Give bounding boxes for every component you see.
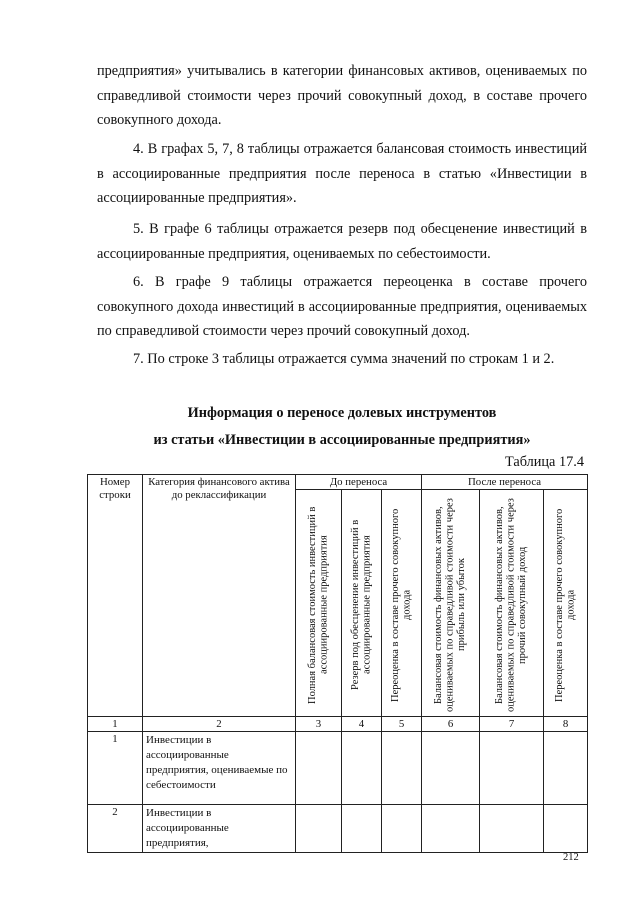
header-col-6 [422,490,480,717]
table-cell [544,732,588,805]
table-cell [382,732,422,805]
paragraph-continuation: предприятия» учитывались в категории финансовых активов, оцениваемых по справедливой стоимости через прочий совокупный доход, в составе прочего совокупного дохода. [97,63,587,128]
section-heading-line-1: Информация о переносе долевых инструментов [187,405,497,421]
table-row [88,732,588,805]
page-number: 212 [563,852,579,863]
column-index-row [88,717,588,732]
header-col-4-text: Резерв под обесценение инвестиций в ассоциированные предприятия [350,519,373,691]
header-category: Категория финансового актива до реклассификации [143,475,296,717]
table-cell [296,732,342,805]
header-col-7-text: Балансовая стоимость финансовых активов, оцениваемых по справедливой стоимости через прочий совокупный доход [494,498,529,712]
table-cell [382,805,422,853]
header-col-7 [480,490,544,717]
column-index: 2 [143,717,296,732]
table-cell [480,732,544,805]
row-number: 2 [88,805,143,853]
section-heading-line-2: из статьи «Инвестиции в ассоциированные предприятия» [153,432,531,448]
transfer-table [87,474,588,853]
header-col-5 [382,490,422,717]
header-row-number: Номер строки [88,475,143,717]
column-index: 1 [88,717,143,732]
paragraph-item-7: 7. По строке 3 таблицы отражается сумма значений по строкам 1 и 2. [133,351,555,367]
header-col-3-text: Полная балансовая стоимость инвестиций в ассоциированные предприятия [307,506,330,704]
column-index: 3 [296,717,342,732]
header-col-6-text: Балансовая стоимость финансовых активов, оцениваемых по справедливой стоимости через прибыль или убыток [433,498,468,712]
table-cell [480,805,544,853]
table-cell [422,732,480,805]
header-col-8 [544,490,588,717]
header-col-5-text: Переоценка в составе прочего совокупного дохода [390,508,413,702]
table-cell [342,732,382,805]
header-col-4 [342,490,382,717]
table-row [88,805,588,853]
column-index: 5 [382,717,422,732]
header-col-8-text: Переоценка в составе прочего совокупного дохода [554,508,577,702]
header-col-3 [296,490,342,717]
column-index: 4 [342,717,382,732]
header-group-after: После переноса [422,475,588,490]
table-header-row-1 [88,475,588,490]
row-category: Инвестиции в ассоциированные предприятия, [143,805,296,853]
paragraph-item-6: 6. В графе 9 таблицы отражается переоценка в составе прочего совокупного дохода инвестиций в ассоциированные предприятия, оцениваемых по справедливой стоимости через прочий совокупный доход. [97,274,587,339]
table-caption: Таблица 17.4 [504,454,584,470]
row-category: Инвестиции в ассоциированные предприятия, оцениваемые по себестоимости [143,732,296,805]
column-index: 7 [480,717,544,732]
table-cell [422,805,480,853]
column-index: 8 [544,717,588,732]
row-number: 1 [88,732,143,805]
table-cell [296,805,342,853]
header-group-before: До переноса [296,475,422,490]
table-cell [342,805,382,853]
table-cell [544,805,588,853]
column-index: 6 [422,717,480,732]
paragraph-item-5: 5. В графе 6 таблицы отражается резерв под обесценение инвестиций в ассоциированные предприятия, оцениваемых по себестоимости. [97,221,587,262]
paragraph-item-4: 4. В графах 5, 7, 8 таблицы отражается балансовая стоимость инвестиций в ассоциированные предприятия после переноса в статью «Инвестиции в ассоциированные предприятия». [97,141,587,206]
